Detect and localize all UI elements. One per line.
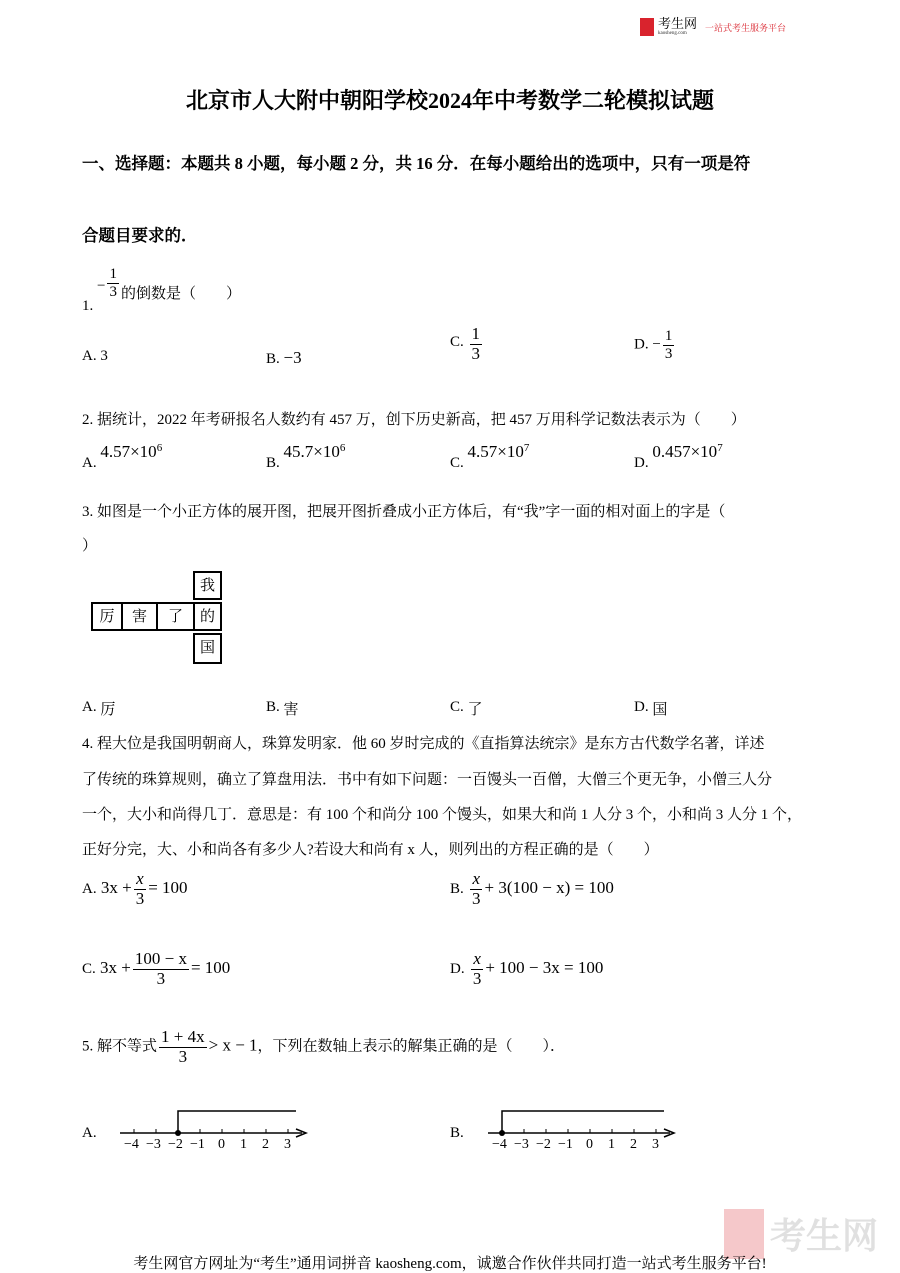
option-label: B. [266, 351, 280, 367]
denominator: 3 [178, 1046, 188, 1066]
option-label: C. [82, 961, 96, 978]
tick-label: −2 [168, 1137, 183, 1152]
expr: = 100 [190, 958, 231, 978]
option-d[interactable] [634, 695, 667, 716]
question-4-line: 一个，大小和尚得几丁．意思是：有 100 个和尚分 100 个馒头，如果大和尚 1 人分 3 个，小和尚 3 人分 1 个， [82, 807, 803, 823]
option-value: 4.57×10 [100, 442, 157, 461]
net-cell: 害 [121, 602, 158, 631]
page-title: 北京市人大附中朝阳学校2024年中考数学二轮模拟试题 [185, 88, 714, 113]
tick-label: −2 [536, 1137, 551, 1152]
option-label: A. [82, 455, 97, 471]
net-cell: 我 [193, 571, 222, 600]
option-label: C. [450, 455, 464, 471]
numerator: 1 [471, 324, 481, 343]
number-line-b[interactable] [488, 1105, 678, 1155]
option-c[interactable] [450, 442, 530, 471]
question-3: 3. 如图是一个小正方体的展开图，把展开图折叠成小正方体后，有“我”字一面的相对面上的字是（ [82, 504, 726, 520]
tick-label: −1 [190, 1137, 205, 1152]
option-label: D. [634, 699, 649, 715]
q-number: 1. [82, 298, 94, 315]
fraction [107, 266, 119, 300]
exponent: 6 [156, 442, 163, 454]
minus-sign: − [652, 336, 661, 353]
footer-text: 考生网官方网址为“考生”通用词拼音 kaosheng.com，诚邀合作伙伴共同打造一站式考生服务平台! [133, 1256, 767, 1272]
tick-label: 1 [240, 1137, 247, 1152]
tick-label: 0 [586, 1137, 593, 1152]
option-d[interactable] [634, 442, 723, 471]
tick-label: −4 [124, 1137, 139, 1152]
q-text: 的倒数是（ ） [120, 286, 241, 303]
option-value: 45.7×10 [283, 442, 340, 461]
question-4-line: 了传统的珠算规则，确立了算盘用法．书中有如下问题：一百馒头一百僧，大僧三个更无争，小僧三人分 [82, 772, 773, 788]
numerator: 1 + 4x [161, 1027, 205, 1046]
logo-name: 考生网 [658, 17, 698, 32]
question-4-line: 4. 程大位是我国明朝商人，珠算发明家．他 60 岁时完成的《直指算法统宗》是东方古代数学名著，详述 [82, 736, 765, 752]
denominator: 3 [156, 968, 166, 988]
q-text: ，下列在数轴上表示的解集正确的是（ ）． [257, 1038, 566, 1055]
tick-label: −4 [492, 1137, 507, 1152]
option-label: C. [450, 699, 464, 715]
fraction [470, 325, 483, 363]
fraction [470, 870, 483, 908]
fraction [134, 870, 147, 908]
option-label: B. [266, 699, 280, 715]
watermark-icon [724, 1209, 764, 1259]
tick-label: 2 [262, 1137, 269, 1152]
net-cell: 的 [193, 602, 222, 631]
fraction [663, 328, 675, 362]
logo-domain: kaosheng.com [658, 31, 687, 36]
option-b[interactable] [266, 348, 302, 368]
option-label: B. [266, 455, 280, 471]
numerator: 100 − x [134, 949, 187, 968]
option-value: 国 [652, 702, 668, 718]
option-label: A. [82, 881, 97, 898]
numerator: x [472, 869, 481, 888]
expr: 3x + [100, 958, 131, 978]
fraction [471, 950, 484, 988]
question-3-cont: ） [82, 538, 98, 554]
tick-label: −3 [514, 1137, 529, 1152]
denominator: 3 [135, 888, 145, 908]
option-c[interactable] [450, 325, 484, 363]
option-value: 3 [100, 348, 108, 364]
option-d[interactable] [634, 328, 676, 362]
question-5 [82, 1028, 565, 1066]
expr: + 100 − 3x = 100 [485, 958, 604, 978]
q-text: 5. 解不等式 [82, 1038, 158, 1055]
option-label: B. [450, 881, 464, 898]
tick-label: −1 [558, 1137, 573, 1152]
denominator: 3 [472, 888, 481, 908]
exponent: 7 [523, 442, 530, 454]
denominator: 3 [109, 283, 117, 300]
expr: = 100 [148, 878, 188, 898]
minus-sign: − [97, 278, 106, 295]
option-a[interactable] [82, 348, 108, 365]
fraction [133, 950, 189, 988]
option-value: −3 [283, 348, 302, 367]
option-label: A. [82, 699, 97, 715]
net-cell: 国 [193, 633, 222, 664]
watermark-text: 考生网 [769, 1216, 878, 1257]
option-a[interactable] [82, 442, 163, 471]
solution-ray [178, 1111, 296, 1133]
logo-icon [640, 18, 654, 36]
numerator: x [136, 869, 144, 888]
option-c[interactable] [450, 695, 483, 716]
numerator: 1 [664, 328, 673, 344]
expr: 3x + [100, 878, 132, 898]
tick-label: 3 [652, 1137, 659, 1152]
option-value: 厉 [100, 702, 116, 718]
option-a[interactable] [82, 695, 115, 716]
option-label: D. [450, 961, 465, 978]
option-label: D. [634, 336, 649, 353]
logo-slogan: 一站式考生服务平台 [705, 23, 787, 34]
question-2: 2. 据统计，2022 年考研报名人数约有 457 万，创下历史新高，把 457 万用科学记数法表示为（ ） [82, 412, 746, 428]
denominator: 3 [472, 968, 482, 988]
option-value: 0.457×10 [652, 442, 718, 461]
tick-label: 1 [608, 1137, 615, 1152]
option-label: C. [450, 333, 464, 350]
header-logo[interactable] [640, 18, 786, 36]
option-c[interactable] [82, 950, 230, 988]
question-4-line: 正好分完，大、小和尚各有多少人?若设大和尚有 x 人，则列出的方程正确的是（ ） [82, 842, 659, 858]
question-1 [82, 266, 241, 315]
option-d[interactable] [450, 950, 603, 988]
option-a[interactable] [82, 870, 188, 908]
expr: + 3(100 − x) = 100 [484, 878, 614, 898]
solid-point [175, 1130, 181, 1136]
tick-label: −3 [146, 1137, 161, 1152]
denominator: 3 [664, 345, 673, 362]
option-label: A. [82, 348, 97, 364]
number-line-a[interactable] [120, 1105, 310, 1155]
option-value: 4.57×10 [467, 442, 524, 461]
option-b[interactable] [266, 442, 346, 471]
numerator: x [473, 949, 481, 968]
tick-label: 3 [284, 1137, 291, 1152]
inequality: > x − 1 [208, 1035, 258, 1055]
section-heading: 一、选择题：本题共 8 小题，每小题 2 分，共 16 分．在每小题给出的选项中，只有一项是符 [82, 154, 751, 173]
tick-label: 0 [218, 1137, 225, 1152]
numerator: 1 [109, 266, 117, 282]
option-b-label[interactable]: B. [450, 1125, 464, 1141]
section-heading-cont: 合题目要求的． [82, 226, 198, 245]
exponent: 6 [339, 442, 346, 454]
net-cell: 厉 [91, 602, 123, 631]
option-a-label[interactable]: A. [82, 1125, 97, 1141]
net-cell: 了 [156, 602, 195, 631]
option-value: 了 [467, 702, 483, 718]
exponent: 7 [717, 442, 723, 454]
option-label: D. [634, 455, 649, 471]
fraction [159, 1028, 207, 1066]
option-b[interactable] [450, 870, 614, 908]
denominator: 3 [471, 343, 481, 363]
option-value: 害 [283, 702, 299, 718]
tick-label: 2 [630, 1137, 637, 1152]
solution-ray [502, 1111, 664, 1133]
solid-point [499, 1130, 505, 1136]
option-b[interactable] [266, 695, 299, 716]
